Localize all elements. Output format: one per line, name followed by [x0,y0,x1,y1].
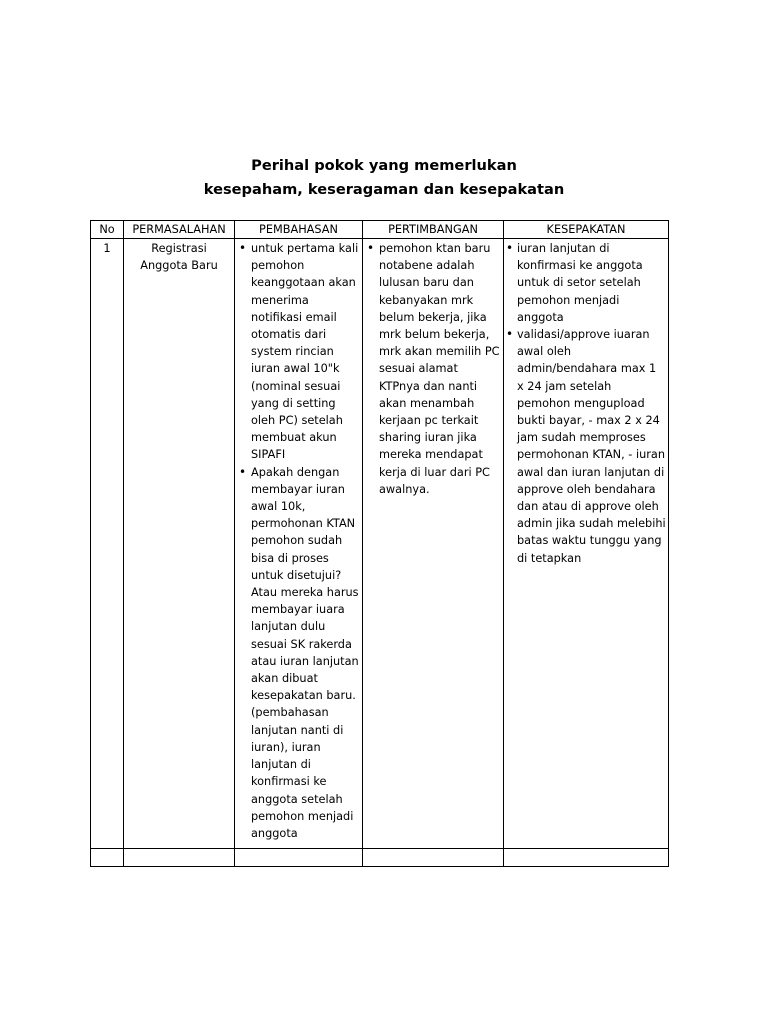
title-line-1: Perihal pokok yang memerlukan [251,157,517,174]
table-header-row [91,221,669,239]
list-item: • untuk pertama kali pemohon keanggotaan akan menerima notifikasi email otomatis dari system rincian iuran awal 10"k (nominal sesuai yang di setting oleh PC) setelah membuat akun SIPAFI [251,240,360,464]
table-row [91,239,669,849]
cell-no: 1 [91,239,124,849]
empty-cell [504,849,669,867]
discussion-table [90,220,669,867]
header-pertimbangan: PERTIMBANGAN [363,221,504,239]
document-title [0,154,768,202]
title-line-2: kesepaham, keseragaman dan kesepakatan [203,181,565,198]
header-no: No [91,221,124,239]
empty-table-row [91,849,669,867]
empty-cell [235,849,363,867]
list-item: • pemohon ktan baru notabene adalah lulusan baru dan kebanyakan mrk belum bekerja, jika mrk belum bekerja, mrk akan memilih PC sesuai alamat KTPnya dan nanti akan menambah kerjaan pc terkait sharing iuran jika mereka mendapat kerja di luar dari PC awalnya. [379,240,501,498]
header-permasalahan: PERMASALAHAN [124,221,235,239]
pembahasan-list [235,239,362,848]
pertimbangan-list [363,239,503,504]
list-item: • validasi/approve iuaran awal oleh admin/bendahara max 1 x 24 jam setelah pemohon mengupload bukti bayar, - max 2 x 24 jam sudah memproses permohonan KTAN, - iuran awal dan iuran lanjutan di approve oleh bendahara dan atau di approve oleh admin jika sudah melebihi batas waktu tunggu yang di tetapkan [517,326,666,567]
cell-pertimbangan [363,239,504,849]
cell-pembahasan [235,239,363,849]
empty-cell [363,849,504,867]
empty-cell [91,849,124,867]
list-item: • iuran lanjutan di konfirmasi ke anggota untuk di setor setelah pemohon menjadi anggota [517,240,666,326]
cell-permasalahan: Registrasi Anggota Baru [124,239,235,849]
empty-cell [124,849,235,867]
list-item: • Apakah dengan membayar iuran awal 10k, permohonan KTAN pemohon sudah bisa di proses untuk disetujui? Atau mereka harus membayar iuara lanjutan dulu sesuai SK rakerda atau iuran lanjutan akan dibuat kesepakatan baru. (pembahasan lanjutan nanti di iuran), iuran lanjutan di konfirmasi ke anggota setelah pemohon menjadi anggota [251,464,360,842]
header-kesepakatan: KESEPAKATAN [504,221,669,239]
header-pembahasan: PEMBAHASAN [235,221,363,239]
cell-kesepakatan [504,239,669,849]
kesepakatan-list [504,239,668,573]
